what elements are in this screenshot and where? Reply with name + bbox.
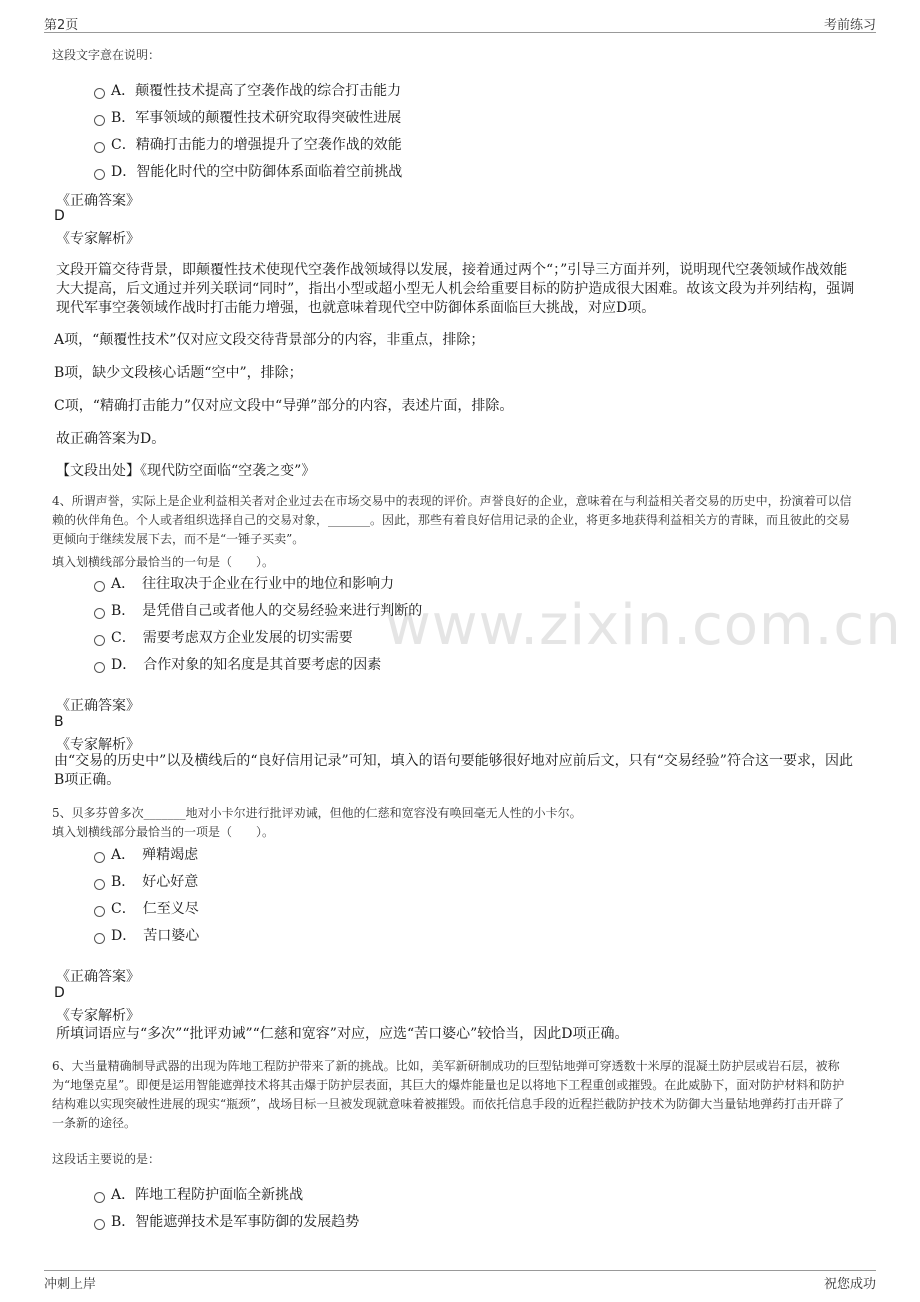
- radio-icon[interactable]: [94, 115, 105, 126]
- q4-analysis-text: 由“交易的历史中”以及横线后的“良好信用记录”可知，填入的语句要能够很好地对应前后文，只有“交易经验”符合这一要求，因此B项正确。: [54, 753, 853, 788]
- q4-option-c[interactable]: C． 需要考虑双方企业发展的切实需要: [94, 627, 353, 647]
- q4-answer: B: [54, 714, 64, 730]
- radio-icon[interactable]: [94, 142, 105, 153]
- header-title: 考前练习: [823, 18, 876, 33]
- q4-answer-label: 《正确答案》: [56, 698, 140, 714]
- radio-icon[interactable]: [94, 662, 105, 673]
- q5-stem: 5、贝多芬曾多次_______地对小卡尔进行批评劝诫，但他的仁慈和宽容没有唤回毫无人性的小卡尔。: [52, 806, 582, 820]
- footer-left-text: 冲刺上岸: [44, 1277, 97, 1292]
- q5-analysis-text: 所填词语应与“多次”“批评劝诫”“仁慈和宽容”对应，应选“苦口婆心”较恰当，因此D项正确。: [56, 1026, 629, 1042]
- q3-option-a[interactable]: A．颠覆性技术提高了空袭作战的综合打击能力: [94, 80, 401, 100]
- radio-icon[interactable]: [94, 169, 105, 180]
- q6-prompt: 这段话主要说的是：: [52, 1152, 161, 1166]
- radio-icon[interactable]: [94, 635, 105, 646]
- q5-option-c[interactable]: C． 仁至义尽: [94, 898, 199, 918]
- q3-analysis-conclusion: 故正确答案为D。: [56, 431, 166, 447]
- q3-answer-label: 《正确答案》: [56, 193, 140, 209]
- q3-analysis-b: B项，缺少文段核心话题“空中”，排除；: [54, 365, 303, 381]
- q3-option-d[interactable]: D．智能化时代的空中防御体系面临着空前挑战: [94, 161, 402, 181]
- radio-icon[interactable]: [94, 581, 105, 592]
- q3-answer: D: [54, 208, 65, 224]
- radio-icon[interactable]: [94, 1219, 105, 1230]
- q4-analysis-label: 《专家解析》: [56, 737, 140, 753]
- radio-icon[interactable]: [94, 906, 105, 917]
- q5-option-b[interactable]: B． 好心好意: [94, 871, 198, 891]
- q5-answer-label: 《正确答案》: [56, 969, 140, 985]
- q5-option-d[interactable]: D． 苦口婆心: [94, 925, 199, 945]
- q3-option-c[interactable]: C．精确打击能力的增强提升了空袭作战的效能: [94, 134, 402, 154]
- radio-icon[interactable]: [94, 933, 105, 944]
- q6-stem: 6、大当量精确制导武器的出现为阵地工程防护带来了新的挑战。比如，美军新研制成功的巨型钻地弹可穿透数十米厚的混凝土防护层或岩石层，被称为“地堡克星”。即便是运用智能遮弹技术将其击爆于防护层表面，其巨大的爆炸能量也足以将地下工程重创或摧毁。在此威胁下，面对防护材料和防护结构难以实现突破性进展的现实“瓶颈”，战场目标一旦被发现就意味着被摧毁。而依托信息手段的近程拦截防护技术为防御大当量钻地弹药打击开辟了一条新的途径。: [52, 1059, 845, 1130]
- q3-analysis-label: 《专家解析》: [56, 231, 140, 247]
- radio-icon[interactable]: [94, 88, 105, 99]
- q5-answer: D: [54, 985, 65, 1001]
- q3-option-b[interactable]: B．军事领域的颠覆性技术研究取得突破性进展: [94, 107, 401, 127]
- radio-icon[interactable]: [94, 608, 105, 619]
- radio-icon[interactable]: [94, 1192, 105, 1203]
- q5-option-a[interactable]: A． 殚精竭虑: [94, 844, 198, 864]
- q3-analysis-text: 文段开篇交待背景，即颠覆性技术使现代空袭作战领域得以发展，接着通过两个“；”引导三方面并列，说明现代空袭领域作战效能大大提高，后文通过并列关联词“同时”，指出小型或超小型无人机会给重要目标的防护造成很大困难。故该文段为并列结构，强调现代军事空袭领域作战时打击能力增强，也就意味着现代空中防御体系面临巨大挑战，对应D项。: [56, 262, 855, 316]
- q4-option-b[interactable]: B． 是凭借自己或者他人的交易经验来进行判断的: [94, 600, 422, 620]
- q4-prompt: 填入划横线部分最恰当的一句是（ ）。: [52, 555, 275, 569]
- q4-stem: 4、所谓声誉，实际上是企业利益相关者对企业过去在市场交易中的表现的评价。声誉良好的企业，意味着在与利益相关者交易的历史中，扮演着可以信赖的伙伴角色。个人或者组织选择自己的交易对象，_______。因此，那些有着良好信用记录的企业，将更多地获得利益相关方的青睐，而且彼此的交易更倾向于继续发展下去，而不是“一锤子买卖”。: [52, 494, 852, 546]
- q4-option-d[interactable]: D． 合作对象的知名度是其首要考虑的因素: [94, 654, 381, 674]
- radio-icon[interactable]: [94, 852, 105, 863]
- watermark: www.zixin.com.cn: [385, 593, 902, 658]
- page-footer: [44, 1270, 876, 1291]
- q6-option-b[interactable]: B．智能遮弹技术是军事防御的发展趋势: [94, 1211, 359, 1231]
- page-number: 第2页: [44, 18, 79, 33]
- footer-right-text: 祝您成功: [823, 1277, 876, 1292]
- radio-icon[interactable]: [94, 879, 105, 890]
- q6-option-a[interactable]: A．阵地工程防护面临全新挑战: [94, 1184, 303, 1204]
- q3-source: 【文段出处】《现代防空面临“空袭之变”》: [56, 463, 316, 479]
- page-header: [44, 14, 876, 33]
- q3-analysis-c: C项，“精确打击能力”仅对应文段中“导弹”部分的内容，表述片面，排除。: [54, 398, 514, 414]
- q3-stem: 这段文字意在说明：: [52, 48, 161, 62]
- q3-analysis-a: A项，“颠覆性技术”仅对应文段交待背景部分的内容，非重点，排除；: [54, 332, 485, 348]
- q4-option-a[interactable]: A． 往往取决于企业在行业中的地位和影响力: [94, 573, 394, 593]
- q5-analysis-label: 《专家解析》: [56, 1008, 140, 1024]
- q5-prompt: 填入划横线部分最恰当的一项是（ ）。: [52, 825, 275, 839]
